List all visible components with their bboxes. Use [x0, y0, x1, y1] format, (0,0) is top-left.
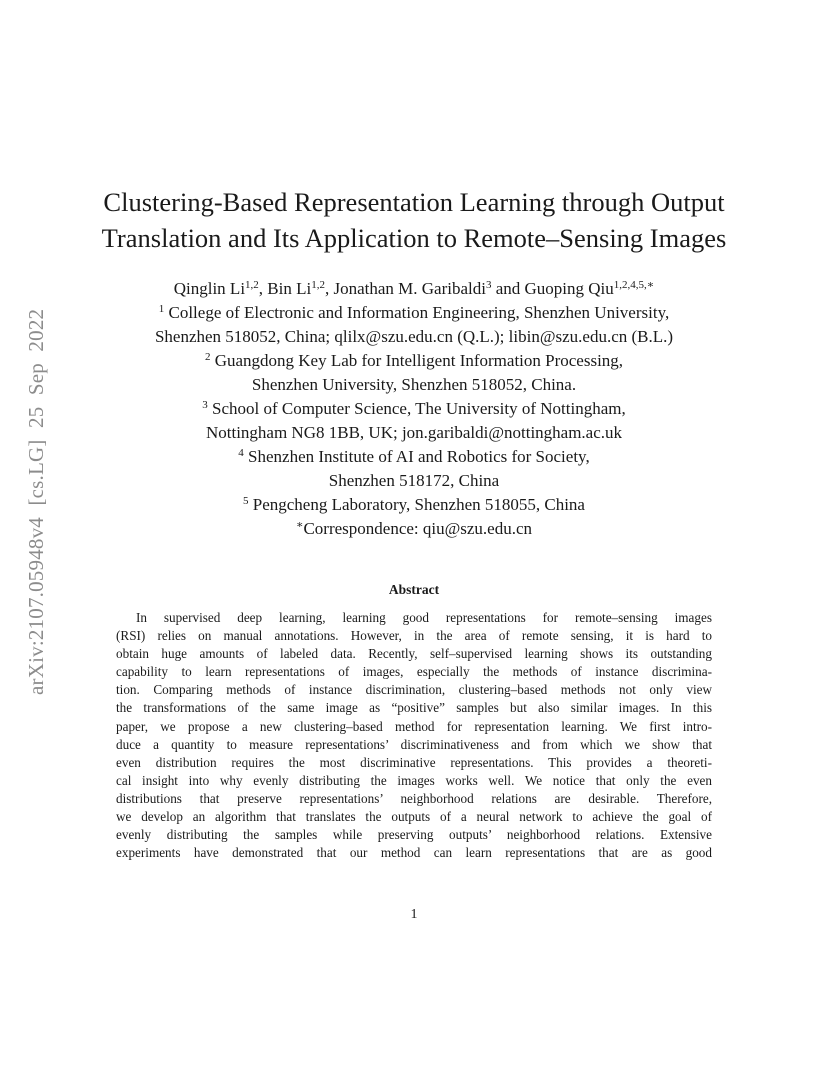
author-sup: 1,2,4,5,∗: [613, 279, 655, 291]
affiliation-sup: 2: [204, 351, 211, 363]
author-list: [60, 277, 768, 301]
paper-title-line-2: Translation and Its Application to Remote–Sensing Images: [101, 223, 727, 253]
authors-affiliations: [60, 277, 768, 541]
author-sup: 1,2: [311, 279, 325, 291]
abstract-line: evenly distributing the samples while preserving outputs’ neighborhood relations. Extensive: [116, 827, 712, 843]
author-sup: 3: [485, 279, 492, 291]
affiliation-sup: 4: [238, 447, 244, 459]
correspondence-text: Correspondence: qiu@szu.edu.cn: [303, 519, 533, 538]
affiliation-5-line-1: [60, 493, 768, 517]
correspondence-sup: ∗: [295, 519, 304, 531]
correspondence-line: [60, 517, 768, 541]
affiliation-sup: 3: [202, 399, 208, 411]
paper-title-line-1: Clustering-Based Representation Learning through Output: [103, 187, 725, 217]
abstract-line: obtain huge amounts of labeled data. Recently, self–supervised learning shows its outstanding: [116, 646, 712, 662]
affiliation-text: Shenzhen Institute of AI and Robotics for Society,: [248, 447, 590, 466]
arxiv-id: arXiv:2107.05948v4: [24, 517, 48, 695]
abstract-line: paper, we propose a new clustering–based method for representation learning. We first intro-: [116, 718, 712, 734]
arxiv-date: 25 Sep 2022: [24, 308, 48, 428]
author-sep: ,: [324, 279, 334, 298]
author-sup: 1,2: [245, 279, 259, 291]
abstract-line: (RSI) relies on manual annotations. However, in the area of remote sensing, it is hard to: [116, 628, 712, 644]
arxiv-category: [cs.LG]: [24, 439, 48, 506]
abstract-line: In supervised deep learning, learning good representations for remote–sensing images: [136, 610, 712, 625]
abstract-line: cal insight into why evenly distributing the images works well. We notice that only the even: [116, 772, 712, 788]
affiliation-2-line-1: [60, 349, 768, 373]
abstract-line: duce a quantity to measure representations’ discriminativeness and from which we show that: [116, 736, 712, 752]
affiliation-4-line-1: [60, 445, 768, 469]
affiliation-4-line-2: Shenzhen 518172, China: [328, 471, 500, 490]
affiliation-2-line-2: Shenzhen University, Shenzhen 518052, China.: [251, 375, 577, 394]
arxiv-sidebar-stamp: [24, 275, 50, 695]
author-sep: ,: [258, 279, 268, 298]
abstract-line: the transformations of the same image as “positive” samples but also similar images. In this: [116, 700, 712, 716]
affiliation-sup: 5: [243, 495, 249, 507]
affiliation-1-line-1: [60, 301, 768, 325]
abstract-line: we develop an algorithm that translates the outputs of a neural network to achieve the goal of: [116, 809, 712, 825]
affiliation-text: School of Computer Science, The University of Nottingham,: [211, 399, 626, 418]
author-name: Bin Li: [267, 279, 312, 298]
abstract-heading: Abstract: [388, 582, 440, 597]
page-number: 1: [410, 907, 418, 922]
abstract-line: tion. Comparing methods of instance discrimination, clustering–based methods not only view: [116, 682, 712, 698]
abstract-line: capability to learn representations of images, especially the methods of instance discrimina-: [116, 664, 712, 680]
affiliation-3-line-1: [60, 397, 768, 421]
abstract-body: [116, 609, 712, 862]
abstract-line: experiments have demonstrated that our method can learn representations that are as good: [116, 845, 712, 861]
abstract-line: even distribution requires the most discriminative representations. This provides a theoreti-: [116, 754, 712, 770]
affiliation-3-line-2: Nottingham NG8 1BB, UK; jon.garibaldi@nottingham.ac.uk: [205, 423, 623, 442]
author-name: Jonathan M. Garibaldi: [333, 279, 486, 298]
abstract-line: distributions that preserve representations’ neighborhood relations are desirable. Therefore,: [116, 790, 712, 806]
affiliation-sup: 1: [158, 303, 165, 315]
affiliation-text: Guangdong Key Lab for Intelligent Information Processing,: [214, 351, 624, 370]
author-sep: and: [491, 279, 525, 298]
affiliation-1-line-2: Shenzhen 518052, China; qlilx@szu.edu.cn (Q.L.); libin@szu.edu.cn (B.L.): [154, 327, 674, 346]
affiliation-text: Pengcheng Laboratory, Shenzhen 518055, China: [252, 495, 585, 514]
affiliation-text: College of Electronic and Information Engineering, Shenzhen University,: [168, 303, 670, 322]
author-name: Qinglin Li: [173, 279, 246, 298]
author-name: Guoping Qiu: [524, 279, 614, 298]
paper-title: [60, 184, 768, 256]
